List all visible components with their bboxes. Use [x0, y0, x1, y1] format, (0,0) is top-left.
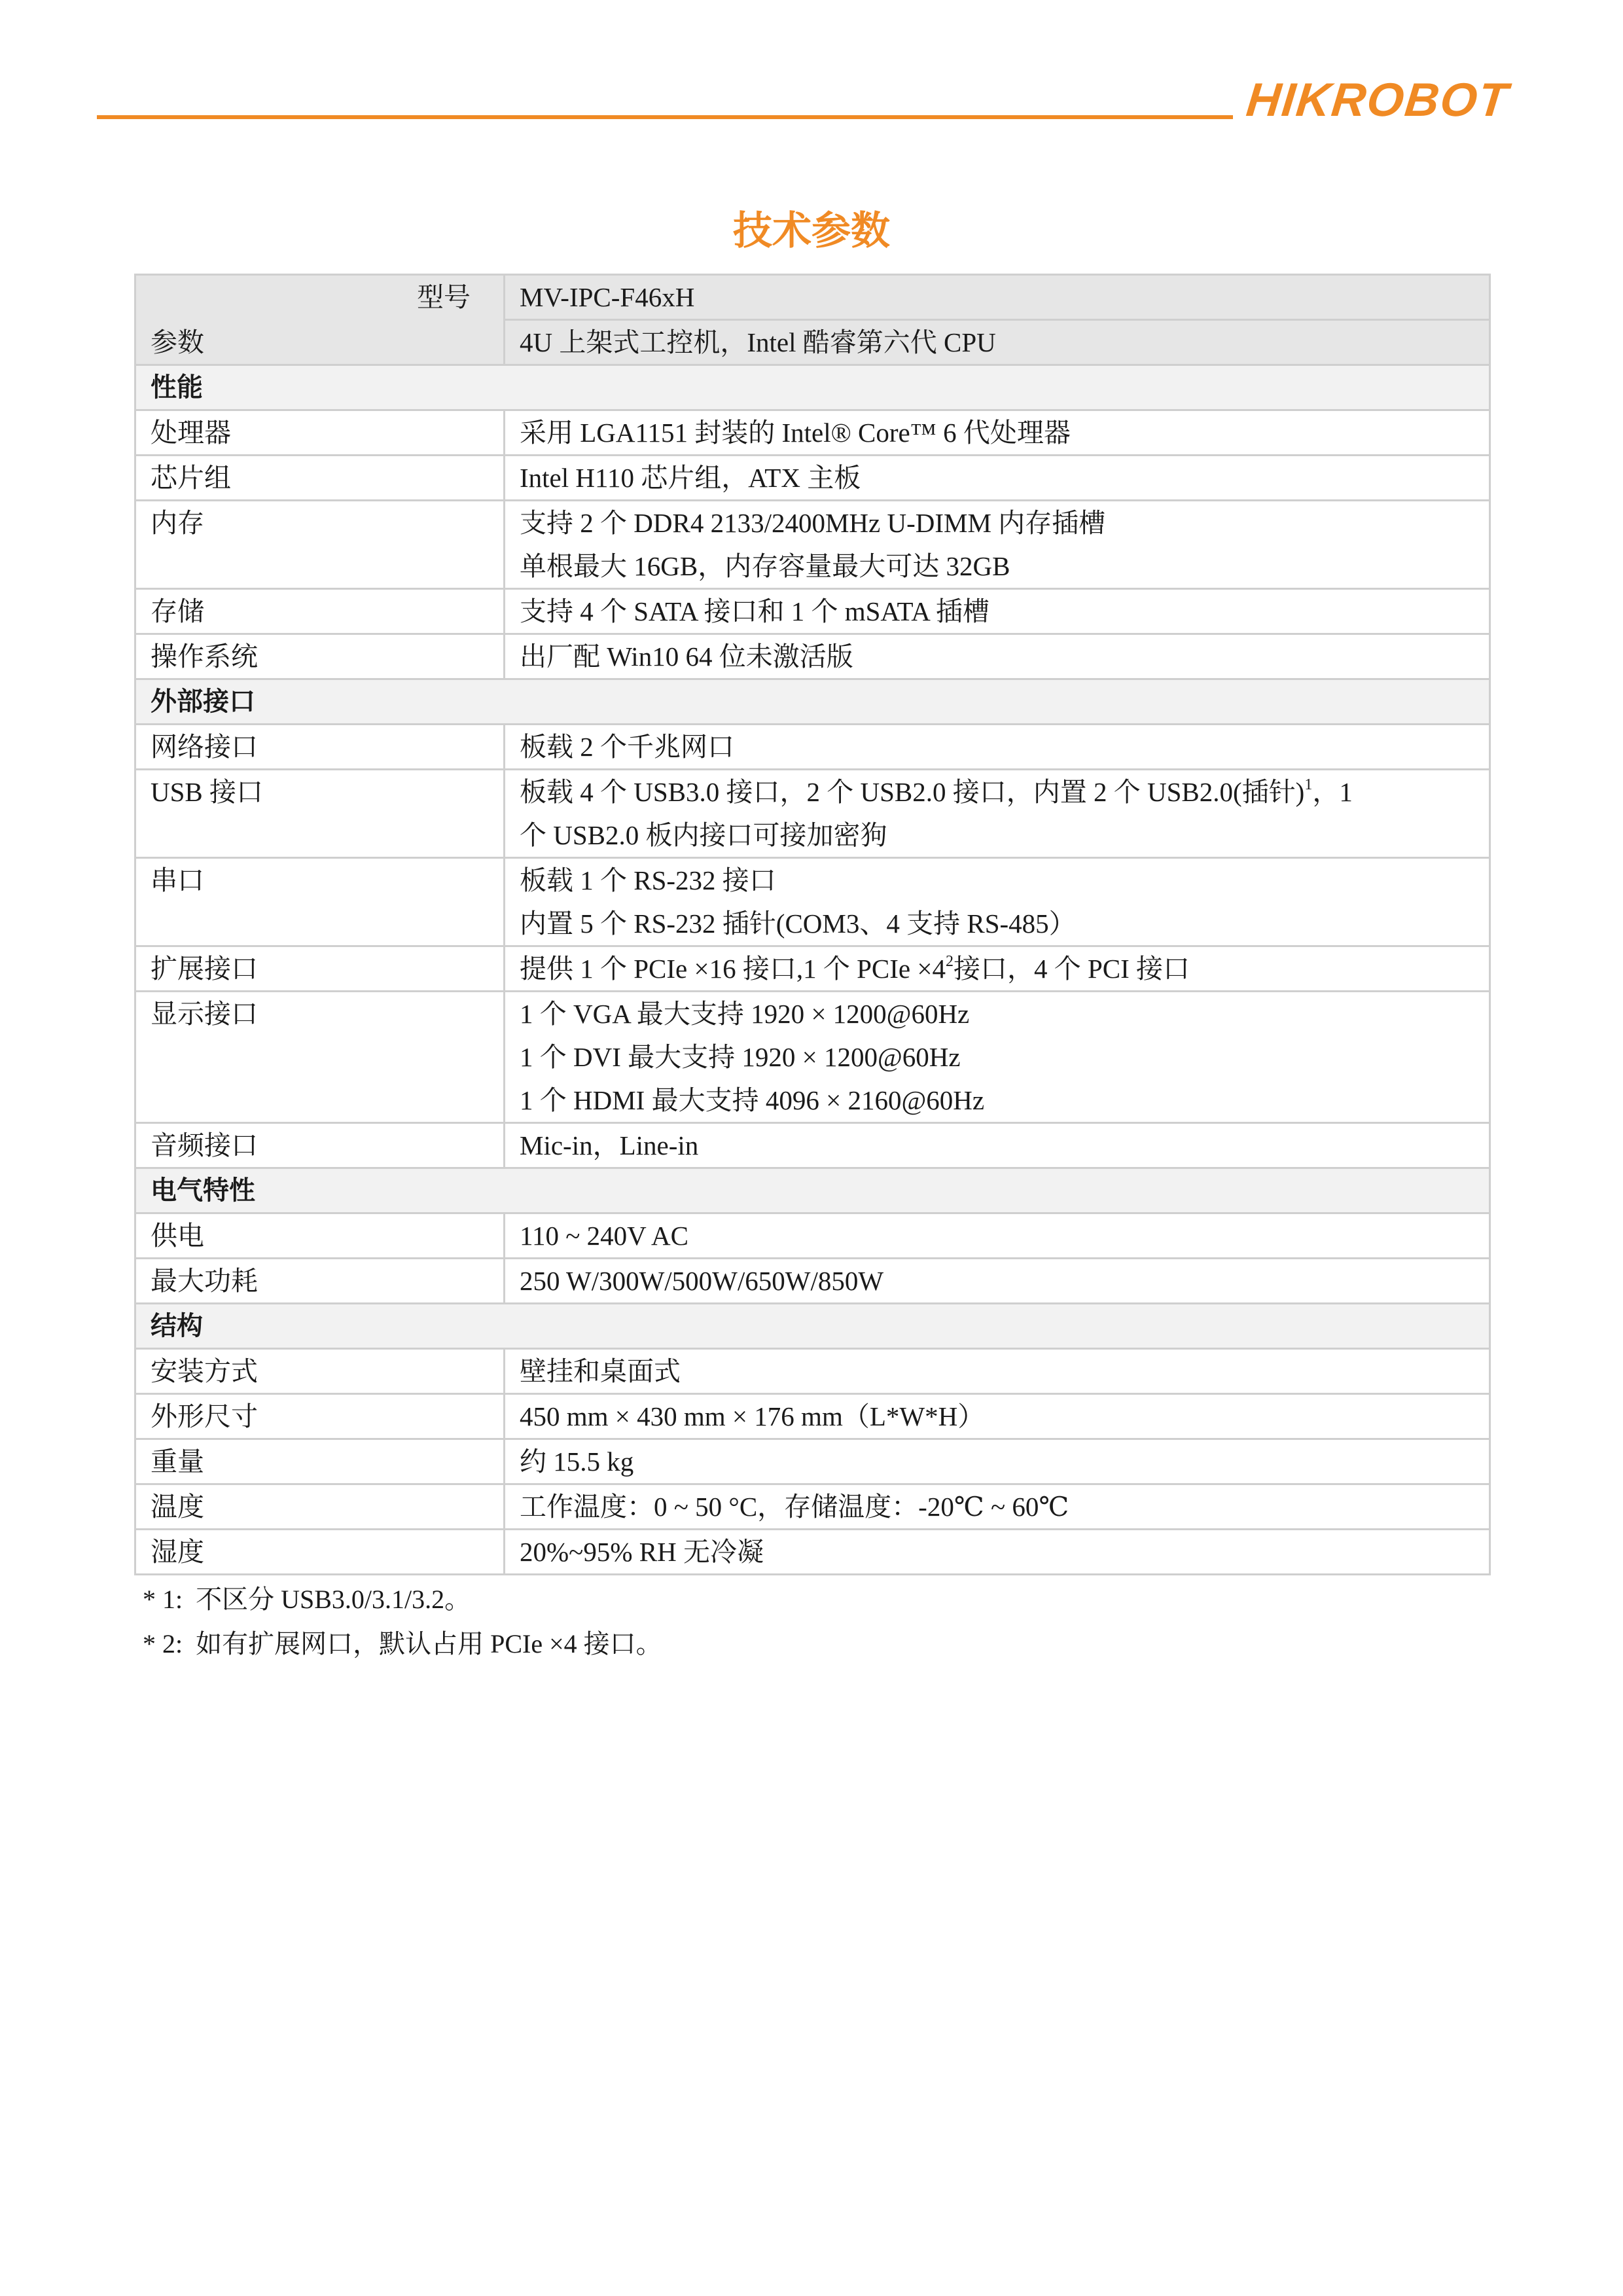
- param-header-label: 参数: [151, 327, 204, 357]
- row-label: 最大功耗: [135, 1259, 505, 1304]
- row-value: 约 15.5 kg: [505, 1439, 1490, 1484]
- value-line: [520, 770, 1474, 814]
- value-text: 提供 1 个 PCIe ×16 接口,1 个 PCIe ×4: [520, 954, 946, 984]
- row-label: 内存: [135, 501, 505, 589]
- table-row: [135, 1394, 1490, 1439]
- row-label: 操作系统: [135, 634, 505, 679]
- row-label: 串口: [135, 858, 505, 946]
- value-line: 板载 1 个 RS-232 接口: [520, 865, 776, 895]
- section-title: 外部接口: [135, 679, 1490, 725]
- row-label: 网络接口: [135, 725, 505, 770]
- value-line: 单根最大 16GB，内存容量最大可达 32GB: [520, 551, 1010, 581]
- value-line: 1 个 DVI 最大支持 1920 × 1200@60Hz: [520, 1042, 961, 1072]
- table-row: [135, 1439, 1490, 1484]
- table-row: [135, 634, 1490, 679]
- value-line: 1 个 VGA 最大支持 1920 × 1200@60Hz: [520, 999, 970, 1029]
- section-title: 电气特性: [135, 1168, 1490, 1213]
- table-row: [135, 992, 1490, 1123]
- table-row: [135, 1123, 1490, 1168]
- value-line: 个 USB2.0 板内接口可接加密狗: [520, 820, 887, 850]
- row-value: 支持 4 个 SATA 接口和 1 个 mSATA 插槽: [505, 589, 1490, 634]
- section-title: 性能: [135, 365, 1490, 410]
- table-header-row: [135, 275, 1490, 320]
- footnotes: [143, 1577, 662, 1666]
- row-value: [505, 992, 1490, 1123]
- row-label: 处理器: [135, 410, 505, 456]
- model-header-label: 型号: [417, 282, 471, 312]
- row-value: 采用 LGA1151 封装的 Intel® Core™ 6 代处理器: [505, 410, 1490, 456]
- row-value: 出厂配 Win10 64 位未激活版: [505, 634, 1490, 679]
- section-row: [135, 1168, 1490, 1213]
- table-row: [135, 946, 1490, 992]
- row-value: [505, 858, 1490, 946]
- row-label: 重量: [135, 1439, 505, 1484]
- footnote: * 1: 不区分 USB3.0/3.1/3.2。: [143, 1585, 471, 1614]
- footnote-ref: 1: [1304, 776, 1313, 793]
- row-label: 温度: [135, 1484, 505, 1530]
- table-row: [135, 1530, 1490, 1575]
- section-title: 结构: [135, 1304, 1490, 1349]
- value-text: 接口，4 个 PCI 接口: [954, 954, 1190, 984]
- row-value: 20%~95% RH 无冷凝: [505, 1530, 1490, 1575]
- section-row: [135, 679, 1490, 725]
- table-row: [135, 501, 1490, 589]
- row-label: 存储: [135, 589, 505, 634]
- row-value: [505, 770, 1490, 858]
- value-text: ，1: [1312, 777, 1353, 807]
- row-value: 板载 2 个千兆网口: [505, 725, 1490, 770]
- row-value: 工作温度：0 ~ 50 °C，存储温度：-20℃ ~ 60℃: [505, 1484, 1490, 1530]
- section-row: [135, 365, 1490, 410]
- row-value: [505, 501, 1490, 589]
- row-label: 湿度: [135, 1530, 505, 1575]
- table-row: [135, 725, 1490, 770]
- spec-table: [134, 274, 1491, 1575]
- value-line: 内置 5 个 RS-232 插针(COM3、4 支持 RS-485）: [520, 908, 1076, 939]
- footnote-ref: 2: [946, 953, 954, 970]
- value-line: 支持 2 个 DDR4 2133/2400MHz U-DIMM 内存插槽: [520, 508, 1106, 538]
- table-row: [135, 1484, 1490, 1530]
- table-row: [135, 456, 1490, 501]
- table-row: [135, 1349, 1490, 1394]
- hikrobot-logo: HIKROBOT: [1243, 74, 1512, 126]
- row-label: 显示接口: [135, 992, 505, 1123]
- table-row: [135, 589, 1490, 634]
- table-row: [135, 1259, 1490, 1304]
- page-title: 技术参数: [733, 208, 890, 254]
- row-label: USB 接口: [135, 770, 505, 858]
- row-value: 壁挂和桌面式: [505, 1349, 1490, 1394]
- table-row: [135, 770, 1490, 858]
- table-row: [135, 410, 1490, 456]
- table-row: [135, 858, 1490, 946]
- row-value: [505, 946, 1490, 992]
- row-label: 音频接口: [135, 1123, 505, 1168]
- section-row: [135, 1304, 1490, 1349]
- row-label: 芯片组: [135, 456, 505, 501]
- model-name: MV-IPC-F46xH: [505, 275, 1490, 320]
- row-label: 安装方式: [135, 1349, 505, 1394]
- table-row: [135, 1213, 1490, 1259]
- row-label: 供电: [135, 1213, 505, 1259]
- value-text: 板载 4 个 USB3.0 接口，2 个 USB2.0 接口，内置 2 个 USB2.0(插针): [520, 777, 1305, 807]
- value-line: 1 个 HDMI 最大支持 4096 × 2160@60Hz: [520, 1085, 985, 1115]
- header-diagonal-cell: [135, 275, 505, 365]
- row-value: Intel H110 芯片组，ATX 主板: [505, 456, 1490, 501]
- row-value: Mic-in，Line-in: [505, 1123, 1490, 1168]
- row-value: 250 W/300W/500W/650W/850W: [505, 1259, 1490, 1304]
- row-value: 110 ~ 240V AC: [505, 1213, 1490, 1259]
- row-value: 450 mm × 430 mm × 176 mm（L*W*H）: [505, 1394, 1490, 1439]
- row-label: 扩展接口: [135, 946, 505, 992]
- row-label: 外形尺寸: [135, 1394, 505, 1439]
- header-rule: [97, 115, 1233, 119]
- model-description: 4U 上架式工控机，Intel 酷睿第六代 CPU: [505, 320, 1490, 365]
- footnote: * 2: 如有扩展网口，默认占用 PCIe ×4 接口。: [143, 1629, 662, 1659]
